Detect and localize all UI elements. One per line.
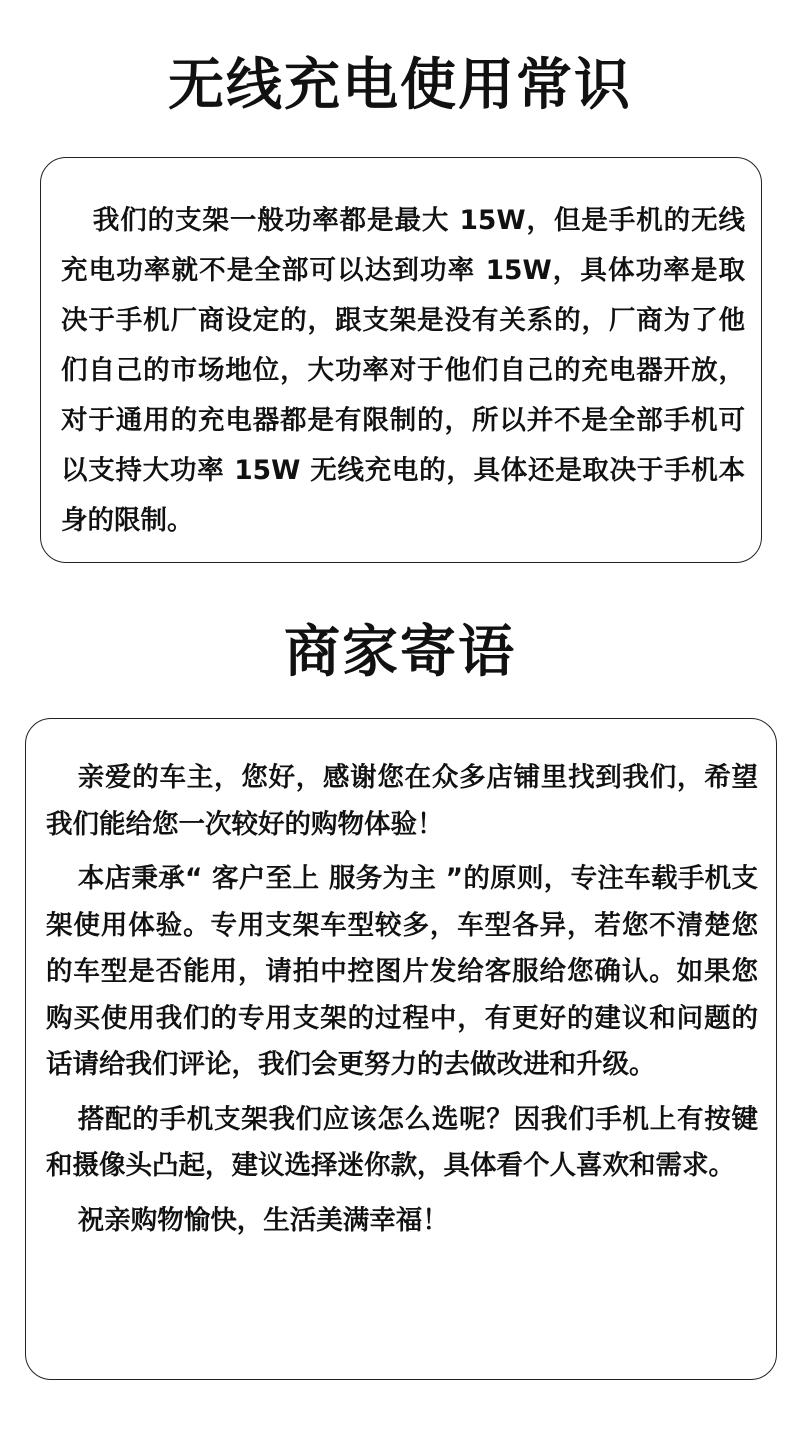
section-title-wireless-charging: 无线充电使用常识 xyxy=(168,53,632,118)
wireless-charging-paragraph: 我们的支架一般功率都是最大 15W，但是手机的无线充电功率就不是全部可以达到功率 15W，具体功率是取决于手机厂商设定的，跟支架是没有关系的，厂商为了他们自己的市场地位，大功率对于他们自己的充电器开放，对于通用的充电器都是有限制的，所以并不是全部手机可以支持大功率 15W 无线充电的，具体还是取决于手机本身的限制。 xyxy=(61,205,745,536)
merchant-message-paragraph-greeting: 亲爱的车主，您好，感谢您在众多店铺里找到我们，希望我们能给您一次较好的购物体验！ xyxy=(46,762,758,840)
merchant-message-paragraph-principle: 本店秉承“ 客户至上 服务为主 ”的原则，专注车载手机支架使用体验。专用支架车型较多，车型各异，若您不清楚您的车型是否能用，请拍中控图片发给客服给您确认。如果您购买使用我们的专用支架的过程中，有更好的建议和问题的话请给我们评论，我们会更努力的去做改进和升级。 xyxy=(46,863,758,1080)
merchant-message-paragraph-selection: 搭配的手机支架我们应该怎么选呢？因我们手机上有按键和摄像头凸起，建议选择迷你款，具体看个人喜欢和需求。 xyxy=(46,1103,758,1181)
wireless-charging-info-card xyxy=(40,157,762,563)
section-title-merchant-message: 商家寄语 xyxy=(284,620,516,685)
merchant-message-paragraph-wishes: 祝亲购物愉快，生活美满幸福！ xyxy=(77,1204,449,1236)
merchant-message-card xyxy=(25,718,777,1380)
